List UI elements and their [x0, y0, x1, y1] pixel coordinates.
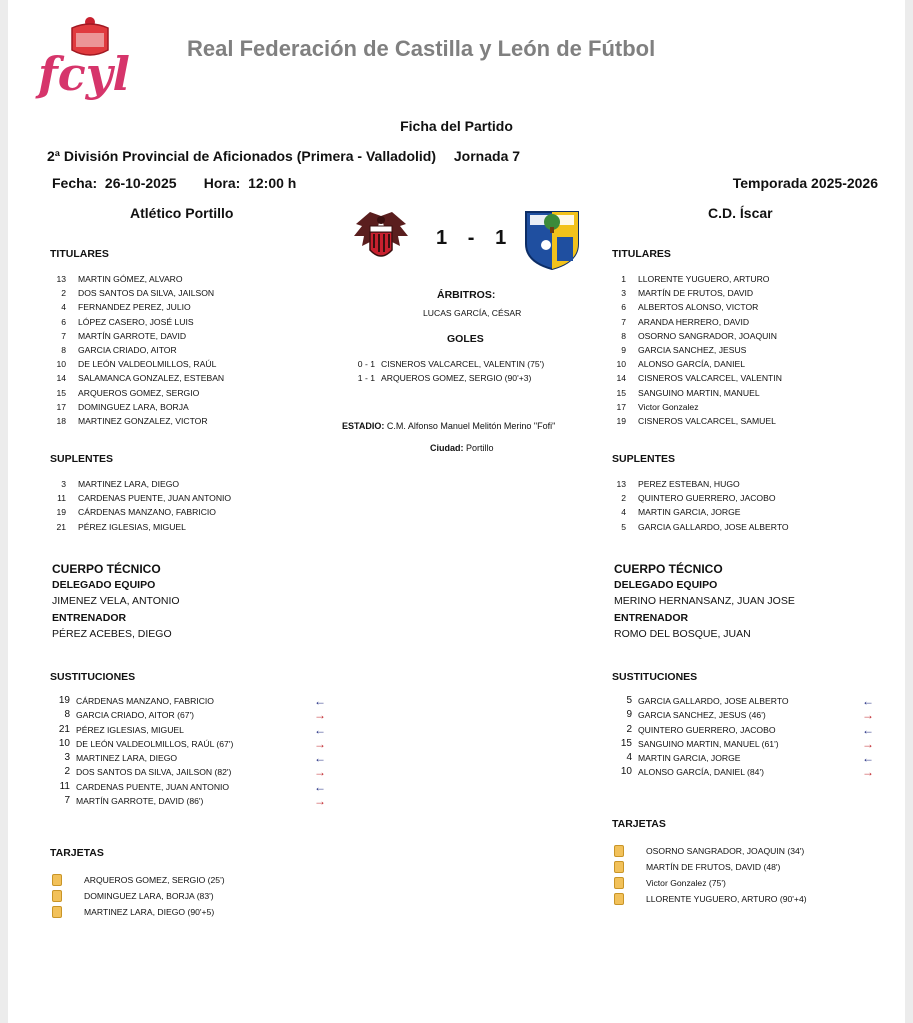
substitution-row	[612, 751, 882, 765]
goal-scorer: CISNEROS VALCARCEL, VALENTIN (75')	[381, 359, 545, 369]
competition-line	[47, 148, 520, 164]
document-title: Ficha del Partido	[400, 118, 513, 134]
player-number: 14	[616, 373, 626, 384]
federation-logo-icon	[32, 8, 142, 103]
player-row	[36, 329, 224, 343]
home-team-name: Atlético Portillo	[130, 205, 234, 221]
player-name: CISNEROS VALCARCEL, SAMUEL	[638, 416, 776, 427]
player-number: 15	[616, 387, 626, 398]
ciudad-label: Ciudad:	[430, 443, 464, 453]
player-name: PEREZ ESTEBAN, HUGO	[638, 479, 740, 489]
player-row	[596, 414, 782, 428]
substitution-row	[50, 737, 330, 751]
sub-number: 15	[620, 737, 632, 749]
sub-out-arrow-icon: →	[314, 794, 326, 809]
player-name: MARTINEZ GONZALEZ, VICTOR	[78, 416, 208, 427]
sub-out-arrow-icon: →	[862, 765, 874, 780]
goal-row	[327, 357, 544, 371]
home-cards-title: TARJETAS	[50, 847, 104, 859]
player-row	[596, 357, 782, 371]
sub-out-arrow-icon: →	[862, 708, 874, 723]
sub-player: QUINTERO GUERRERO, JACOBO	[638, 724, 776, 735]
sub-player: PÉREZ IGLESIAS, MIGUEL	[76, 724, 184, 735]
hora-value: 12:00 h	[248, 175, 297, 191]
sub-player: CÁRDENAS MANZANO, FABRICIO	[76, 696, 214, 706]
sub-number: 3	[64, 752, 70, 764]
player-name: MARTÍN DE FRUTOS, DAVID	[638, 288, 754, 299]
sub-number: 2	[626, 723, 632, 735]
sub-player: MARTÍN GARROTE, DAVID (86')	[76, 796, 204, 807]
player-number: 6	[621, 302, 626, 313]
away-titulares-title: TITULARES	[612, 248, 671, 260]
card-player: Victor Gonzalez (75')	[646, 878, 726, 888]
sub-out-arrow-icon: →	[862, 736, 874, 751]
ciudad-name: Portillo	[466, 443, 494, 453]
player-number: 7	[61, 330, 66, 341]
sub-number: 8	[64, 709, 70, 721]
goals-list	[327, 357, 544, 385]
away-cards-title: TARJETAS	[612, 818, 666, 830]
player-row	[36, 315, 224, 329]
player-row	[596, 400, 782, 414]
player-row	[596, 300, 782, 314]
player-name: MARTIN GÓMEZ, ALVARO	[78, 274, 183, 284]
sub-player: SANGUINO MARTIN, MANUEL (61')	[638, 738, 779, 749]
player-number: 7	[621, 316, 626, 327]
yellow-card-icon	[614, 845, 624, 857]
card-row	[52, 872, 225, 888]
player-row	[36, 477, 231, 491]
yellow-card-icon	[614, 877, 624, 889]
sub-number: 10	[620, 766, 632, 778]
player-row	[596, 315, 782, 329]
player-row	[36, 300, 224, 314]
date-time-line	[52, 175, 296, 191]
player-name: CARDENAS PUENTE, JUAN ANTONIO	[78, 493, 232, 504]
player-number: 13	[56, 274, 66, 284]
away-score: 1	[495, 227, 508, 249]
player-name: GARCIA GALLARDO, JOSE ALBERTO	[638, 521, 789, 532]
substitution-row	[50, 751, 330, 765]
player-number: 3	[61, 479, 66, 489]
away-entrenador-label: ENTRENADOR	[614, 611, 689, 624]
yellow-card-icon	[52, 874, 62, 886]
card-player: OSORNO SANGRADOR, JOAQUIN (34')	[646, 846, 805, 856]
player-number: 17	[616, 401, 626, 412]
player-row	[596, 343, 782, 357]
sub-player: ALONSO GARCÍA, DANIEL (84')	[638, 767, 764, 778]
player-row	[36, 357, 224, 371]
card-row	[614, 843, 807, 859]
player-name: ALBERTOS ALONSO, VICTOR	[638, 302, 759, 313]
player-row	[36, 520, 231, 534]
jornada-label: Jornada 7	[453, 148, 521, 164]
player-number: 8	[621, 330, 626, 341]
sub-player: DOS SANTOS DA SILVA, JAILSON (82')	[76, 767, 232, 778]
season-label: Temporada 2025-2026	[732, 175, 878, 191]
player-number: 1	[621, 274, 626, 284]
player-name: Victor Gonzalez	[638, 401, 699, 412]
player-number: 2	[61, 288, 66, 299]
player-number: 11	[57, 493, 66, 504]
card-row	[52, 904, 225, 920]
sub-in-arrow-icon: ←	[314, 694, 326, 708]
logo-lettering: fcyl	[38, 47, 130, 101]
sub-number: 9	[626, 709, 632, 721]
away-delegado-name: MERINO HERNANSANZ, JUAN JOSE	[614, 595, 795, 608]
away-titulares-list	[596, 272, 782, 428]
sub-out-arrow-icon: →	[314, 708, 326, 723]
card-row	[614, 875, 807, 891]
player-name: GARCIA SANCHEZ, JESUS	[638, 345, 747, 356]
player-row	[36, 343, 224, 357]
player-number: 19	[616, 416, 626, 427]
player-row	[596, 520, 789, 534]
yellow-card-icon	[614, 893, 624, 905]
player-number: 5	[621, 521, 626, 532]
sub-number: 19	[58, 695, 70, 706]
player-number: 18	[56, 416, 66, 427]
score-separator: -	[467, 227, 476, 249]
sub-number: 10	[58, 737, 70, 749]
card-player: MARTINEZ LARA, DIEGO (90'+5)	[84, 907, 215, 917]
away-delegado-label: DELEGADO EQUIPO	[614, 579, 718, 592]
home-staff-title: CUERPO TÉCNICO	[52, 562, 161, 576]
sub-in-arrow-icon: ←	[314, 722, 326, 737]
away-suplentes-list	[596, 477, 789, 534]
yellow-card-icon	[614, 861, 624, 873]
sub-in-arrow-icon: ←	[862, 722, 874, 737]
goles-label: GOLES	[447, 333, 484, 345]
sub-number: 7	[64, 795, 70, 807]
player-name: MARTINEZ LARA, DIEGO	[78, 479, 180, 489]
player-name: SALAMANCA GONZALEZ, ESTEBAN	[78, 373, 225, 384]
federation-title: Real Federación de Castilla y León de Fútbol	[187, 36, 656, 61]
sub-out-arrow-icon: →	[314, 736, 326, 751]
card-row	[52, 888, 225, 904]
substitution-row	[612, 694, 882, 708]
player-row	[596, 386, 782, 400]
player-row	[596, 477, 789, 491]
player-name: LLORENTE YUGUERO, ARTURO	[638, 274, 770, 284]
goal-score: 0 - 1	[357, 359, 375, 369]
player-row	[36, 286, 224, 300]
away-team-name: C.D. Íscar	[708, 205, 773, 221]
player-name: ARQUEROS GOMEZ, SERGIO	[78, 387, 200, 398]
player-row	[596, 505, 789, 519]
goal-scorer: ARQUEROS GOMEZ, SERGIO (90'+3)	[381, 373, 532, 383]
card-player: MARTÍN DE FRUTOS, DAVID (48')	[646, 862, 781, 872]
sub-number: 2	[64, 766, 70, 778]
player-number: 14	[56, 373, 66, 384]
home-crest-icon	[352, 210, 410, 266]
stadium-line	[342, 421, 555, 431]
card-row	[614, 891, 807, 907]
player-number: 21	[56, 521, 66, 532]
player-number: 10	[56, 359, 66, 370]
away-cards-list	[614, 843, 807, 907]
card-player: ARQUEROS GOMEZ, SERGIO (25')	[84, 875, 225, 885]
player-number: 2	[621, 493, 626, 504]
sub-player: DE LEÓN VALDEOLMILLOS, RAÚL (67')	[76, 738, 234, 749]
player-name: LÓPEZ CASERO, JOSÉ LUIS	[78, 316, 194, 327]
sub-player: MARTIN GARCIA, JORGE	[638, 753, 741, 764]
competition-name: 2ª División Provincial de Aficionados (Primera - Valladolid)	[47, 148, 436, 164]
player-name: CÁRDENAS MANZANO, FABRICIO	[78, 507, 216, 518]
substitution-row	[50, 794, 330, 808]
goal-score: 1 - 1	[357, 373, 375, 383]
hora-label: Hora:	[203, 175, 241, 191]
home-entrenador-label: ENTRENADOR	[52, 611, 127, 624]
player-name: OSORNO SANGRADOR, JOAQUIN	[638, 330, 777, 341]
arbitro-name: LUCAS GARCÍA, CÉSAR	[423, 308, 522, 318]
player-name: ARANDA HERRERO, DAVID	[638, 316, 750, 327]
arbitros-label: ÁRBITROS:	[437, 289, 496, 301]
estadio-name: C.M. Alfonso Manuel Melitón Merino "Fofi"	[386, 421, 556, 431]
player-name: FERNANDEZ PEREZ, JULIO	[78, 302, 191, 313]
substitution-row	[50, 780, 330, 794]
sub-number: 4	[626, 752, 632, 764]
substitution-row	[612, 765, 882, 779]
away-suplentes-title: SUPLENTES	[612, 453, 676, 465]
player-number: 4	[61, 302, 66, 313]
player-row	[36, 505, 231, 519]
player-name: SANGUINO MARTIN, MANUEL	[638, 387, 760, 398]
player-row	[596, 286, 782, 300]
home-cards-list	[52, 872, 225, 920]
player-row	[596, 329, 782, 343]
sub-in-arrow-icon: ←	[314, 751, 326, 766]
sub-number: 11	[59, 780, 70, 792]
substitution-row	[612, 737, 882, 751]
home-delegado-name: JIMENEZ VELA, ANTONIO	[52, 595, 180, 608]
substitution-row	[50, 708, 330, 722]
away-crest-icon	[523, 209, 581, 271]
estadio-label: ESTADIO:	[342, 421, 385, 431]
player-name: DOMINGUEZ LARA, BORJA	[78, 401, 189, 412]
yellow-card-icon	[52, 890, 62, 902]
player-number: 9	[621, 345, 626, 356]
player-name: DE LEÓN VALDEOLMILLOS, RAÚL	[78, 359, 217, 370]
player-number: 4	[621, 507, 626, 518]
player-row	[36, 414, 224, 428]
sub-number: 21	[58, 723, 70, 735]
player-row	[36, 400, 224, 414]
player-name: CISNEROS VALCARCEL, VALENTIN	[638, 373, 782, 384]
player-number: 17	[56, 401, 66, 412]
sub-player: GARCIA SANCHEZ, JESUS (46')	[638, 710, 766, 721]
substitution-row	[50, 694, 330, 708]
away-staff	[614, 561, 795, 642]
substitution-row	[612, 723, 882, 737]
substitution-row	[50, 765, 330, 779]
sub-number: 5	[626, 695, 632, 706]
player-name: QUINTERO GUERRERO, JACOBO	[638, 493, 776, 504]
player-name: DOS SANTOS DA SILVA, JAILSON	[78, 288, 215, 299]
scoreboard	[436, 227, 507, 250]
home-score: 1	[436, 227, 449, 249]
player-row	[36, 386, 224, 400]
player-number: 3	[621, 288, 626, 299]
player-number: 10	[616, 359, 626, 370]
player-name: PÉREZ IGLESIAS, MIGUEL	[78, 521, 186, 532]
away-entrenador-name: ROMO DEL BOSQUE, JUAN	[614, 627, 751, 640]
card-player: LLORENTE YUGUERO, ARTURO (90'+4)	[646, 894, 807, 904]
player-number: 8	[61, 345, 66, 356]
yellow-card-icon	[52, 906, 62, 918]
city-line	[430, 443, 494, 453]
player-row	[36, 371, 224, 385]
fecha-label: Fecha:	[52, 175, 98, 191]
card-row	[614, 859, 807, 875]
sub-out-arrow-icon: →	[314, 765, 326, 780]
player-number: 13	[616, 479, 626, 489]
substitution-row	[612, 708, 882, 722]
away-staff-title: CUERPO TÉCNICO	[614, 562, 723, 576]
sub-in-arrow-icon: ←	[862, 694, 874, 708]
home-subs-list	[50, 694, 330, 808]
player-row	[36, 491, 231, 505]
player-row	[36, 272, 224, 286]
home-delegado-label: DELEGADO EQUIPO	[52, 579, 156, 592]
card-player: DOMINGUEZ LARA, BORJA (83')	[84, 891, 214, 901]
away-subs-list	[612, 694, 882, 780]
sub-in-arrow-icon: ←	[862, 751, 874, 766]
player-row	[596, 371, 782, 385]
home-suplentes-title: SUPLENTES	[50, 453, 114, 465]
sub-player: CARDENAS PUENTE, JUAN ANTONIO	[76, 781, 230, 792]
fecha-value: 26-10-2025	[104, 175, 177, 191]
goal-row	[327, 371, 544, 385]
player-number: 6	[61, 316, 66, 327]
sub-in-arrow-icon: ←	[314, 779, 326, 794]
substitution-row	[50, 723, 330, 737]
player-row	[596, 491, 789, 505]
away-subs-title: SUSTITUCIONES	[612, 671, 698, 683]
player-number: 19	[56, 507, 66, 518]
player-row	[596, 272, 782, 286]
player-name: MARTÍN GARROTE, DAVID	[78, 330, 187, 341]
player-name: MARTIN GARCIA, JORGE	[638, 507, 741, 518]
player-name: GARCIA CRIADO, AITOR	[78, 345, 177, 356]
sub-player: MARTINEZ LARA, DIEGO	[76, 753, 178, 764]
player-number: 15	[56, 387, 66, 398]
home-subs-title: SUSTITUCIONES	[50, 671, 136, 683]
sub-player: GARCIA CRIADO, AITOR (67')	[76, 710, 194, 721]
player-name: ALONSO GARCÍA, DANIEL	[638, 359, 745, 370]
home-suplentes-list	[36, 477, 231, 534]
home-entrenador-name: PÉREZ ACEBES, DIEGO	[52, 627, 172, 640]
home-titulares-title: TITULARES	[50, 248, 109, 260]
home-staff	[52, 561, 180, 642]
sub-player: GARCIA GALLARDO, JOSE ALBERTO	[638, 696, 789, 706]
home-titulares-list	[36, 272, 224, 428]
